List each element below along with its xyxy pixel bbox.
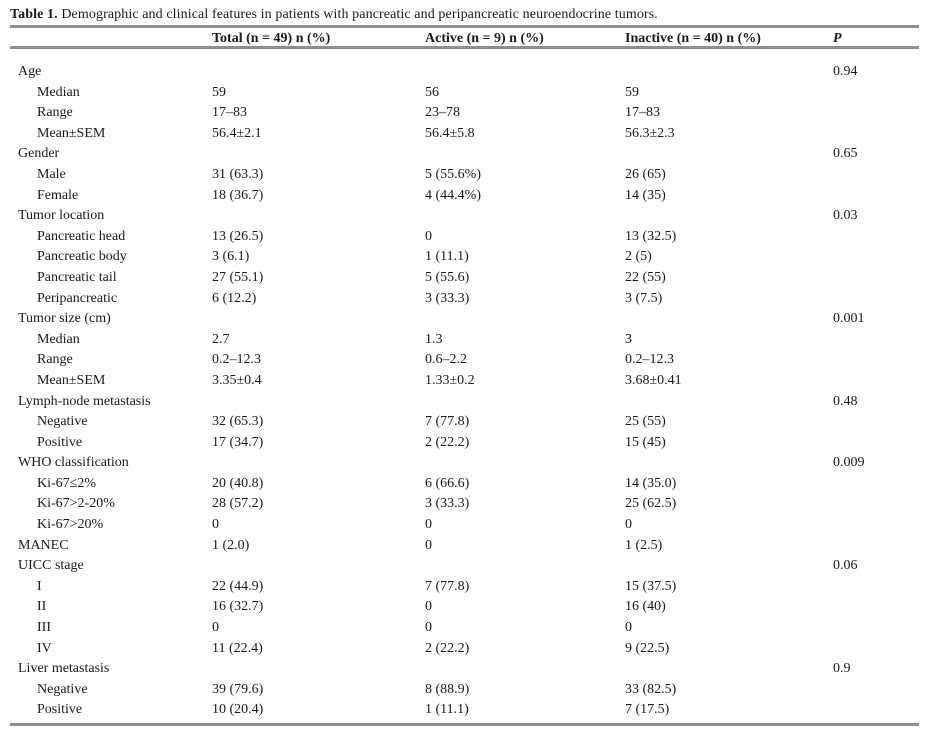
row-label: Male [37, 166, 66, 182]
table-row [10, 227, 919, 248]
cell-active: 23–78 [425, 105, 460, 121]
table-header-row [10, 25, 919, 49]
row-label: Range [37, 352, 73, 368]
cell-active: 1 (11.1) [425, 249, 469, 265]
cell-p-value: 0.001 [833, 311, 865, 327]
cell-inactive: 14 (35) [625, 187, 666, 203]
cell-p-value [833, 412, 919, 433]
cell-p-value [833, 186, 919, 207]
row-label: Range [37, 105, 73, 121]
cell-p-value [833, 268, 919, 289]
cell-p-value: 0.03 [833, 208, 858, 224]
cell-p-value [833, 330, 919, 351]
cell-p-value [833, 227, 919, 248]
table-row [10, 412, 919, 433]
cell-inactive [625, 144, 833, 165]
row-label: Tumor location [18, 208, 105, 224]
table-row [10, 536, 919, 557]
cell-total [212, 659, 425, 680]
cell-total: 1 (2.0) [212, 537, 250, 553]
row-label: WHO classification [18, 455, 129, 471]
cell-p-value [833, 165, 919, 186]
cell-inactive [625, 309, 833, 330]
table-row [10, 371, 919, 392]
table-row [10, 680, 919, 701]
row-label: III [37, 620, 51, 636]
cell-total: 6 (12.2) [212, 290, 257, 306]
cell-p-value [833, 680, 919, 701]
header-inactive: Inactive (n = 40) n (%) [625, 31, 761, 46]
row-label: Negative [37, 414, 88, 430]
cell-total: 22 (44.9) [212, 578, 264, 594]
cell-p-value [833, 124, 919, 145]
cell-inactive: 9 (22.5) [625, 640, 670, 656]
cell-active: 0 [425, 599, 432, 615]
cell-active: 4 (44.4%) [425, 187, 481, 203]
row-label: I [37, 578, 42, 594]
row-label: Ki-67>20% [37, 517, 104, 533]
cell-inactive [625, 556, 833, 577]
row-label: Negative [37, 681, 88, 697]
cell-active: 5 (55.6) [425, 269, 470, 285]
cell-inactive: 56.3±2.3 [625, 125, 675, 141]
cell-inactive: 25 (62.5) [625, 496, 677, 512]
table-row [10, 556, 919, 577]
cell-active: 5 (55.6%) [425, 166, 481, 182]
cell-total: 13 (26.5) [212, 228, 264, 244]
cell-p-value [833, 494, 919, 515]
cell-inactive: 2 (5) [625, 249, 652, 265]
row-label: Median [37, 331, 80, 347]
cell-active: 0 [425, 228, 432, 244]
cell-active: 6 (66.6) [425, 475, 470, 491]
table-row [10, 433, 919, 454]
cell-p-value: 0.48 [833, 393, 858, 409]
cell-active: 7 (77.8) [425, 414, 470, 430]
table-caption-label: Table 1. [10, 7, 58, 22]
cell-inactive: 17–83 [625, 105, 660, 121]
cell-active [425, 144, 625, 165]
table-row [10, 144, 919, 165]
cell-inactive: 26 (65) [625, 166, 666, 182]
table-row [10, 453, 919, 474]
row-label: Lymph-node metastasis [18, 393, 151, 409]
cell-total: 17–83 [212, 105, 247, 121]
row-label: UICC stage [18, 558, 84, 574]
table-row [10, 124, 919, 145]
cell-inactive: 3.68±0.41 [625, 372, 682, 388]
cell-active: 8 (88.9) [425, 681, 470, 697]
cell-total: 0.2–12.3 [212, 352, 261, 368]
cell-active [425, 309, 625, 330]
cell-p-value [833, 474, 919, 495]
cell-p-value: 0.94 [833, 64, 858, 79]
cell-inactive: 15 (45) [625, 434, 666, 450]
cell-active: 56 [425, 84, 439, 100]
table-caption-text: Demographic and clinical features in patients with pancreatic and peripancreatic neuroendocrine tumors. [57, 7, 658, 22]
cell-total: 0 [212, 620, 219, 636]
cell-total: 32 (65.3) [212, 414, 264, 430]
cell-p-value [833, 515, 919, 536]
header-active: Active (n = 9) n (%) [425, 31, 544, 46]
cell-p-value [833, 700, 919, 721]
row-label: Mean±SEM [37, 125, 106, 141]
cell-total [212, 206, 425, 227]
table-row [10, 206, 919, 227]
row-label: Pancreatic tail [37, 269, 117, 285]
cell-inactive: 0 [625, 620, 632, 636]
cell-p-value [833, 289, 919, 310]
row-label: Gender [18, 146, 60, 162]
cell-total: 17 (34.7) [212, 434, 264, 450]
table-row [10, 639, 919, 660]
cell-total: 3.35±0.4 [212, 372, 262, 388]
cell-total: 16 (32.7) [212, 599, 264, 615]
row-label: Positive [37, 434, 83, 450]
cell-total: 39 (79.6) [212, 681, 264, 697]
cell-p-value [833, 103, 919, 124]
cell-active [425, 392, 625, 413]
row-label: MANEC [18, 537, 69, 553]
row-label: II [37, 599, 47, 615]
cell-active: 3 (33.3) [425, 290, 470, 306]
cell-inactive: 25 (55) [625, 414, 666, 430]
cell-p-value: 0.009 [833, 455, 865, 471]
cell-inactive: 16 (40) [625, 599, 666, 615]
row-label: Peripancreatic [37, 290, 118, 306]
table-row [10, 289, 919, 310]
table-row [10, 700, 919, 721]
row-label: Tumor size (cm) [18, 311, 111, 327]
table-body [10, 49, 919, 723]
table-row [10, 577, 919, 598]
cell-total [212, 62, 425, 83]
cell-active [425, 453, 625, 474]
row-label: Median [37, 84, 80, 100]
cell-active: 7 (77.8) [425, 578, 470, 594]
cell-total: 2.7 [212, 331, 230, 347]
cell-active [425, 556, 625, 577]
cell-active: 1 (11.1) [425, 702, 469, 718]
table-row [10, 268, 919, 289]
header-blank [10, 28, 212, 46]
row-label: Ki-67≤2% [37, 475, 97, 491]
table-row [10, 392, 919, 413]
table-row [10, 350, 919, 371]
cell-active: 2 (22.2) [425, 434, 470, 450]
table-row [10, 165, 919, 186]
cell-inactive [625, 206, 833, 227]
cell-inactive [625, 62, 833, 83]
cell-total: 11 (22.4) [212, 640, 263, 656]
cell-total: 18 (36.7) [212, 187, 264, 203]
cell-inactive: 0.2–12.3 [625, 352, 674, 368]
row-label: Female [37, 187, 79, 203]
row-label: Liver metastasis [18, 661, 110, 677]
row-label: Age [18, 64, 42, 79]
table-row [10, 62, 919, 83]
table-row [10, 247, 919, 268]
row-label: Pancreatic body [37, 249, 127, 265]
cell-total [212, 453, 425, 474]
cell-total: 56.4±2.1 [212, 125, 262, 141]
cell-total: 31 (63.3) [212, 166, 264, 182]
cell-inactive: 3 [625, 331, 632, 347]
table-row [10, 618, 919, 639]
cell-p-value [833, 618, 919, 639]
cell-p-value: 0.06 [833, 558, 858, 574]
table-row [10, 515, 919, 536]
cell-total: 10 (20.4) [212, 702, 264, 718]
table-row [10, 494, 919, 515]
cell-total [212, 309, 425, 330]
cell-p-value [833, 350, 919, 371]
cell-active: 0 [425, 620, 432, 636]
table-caption [0, 0, 930, 25]
cell-p-value [833, 83, 919, 104]
cell-inactive: 14 (35.0) [625, 475, 677, 491]
table-row [10, 659, 919, 680]
row-label: IV [37, 640, 52, 656]
cell-total: 3 (6.1) [212, 249, 250, 265]
table-row [10, 103, 919, 124]
table-row [10, 309, 919, 330]
header-p-value: P [833, 31, 842, 46]
cell-p-value [833, 536, 919, 557]
cell-p-value: 0.9 [833, 661, 851, 677]
table-row [10, 186, 919, 207]
cell-active [425, 659, 625, 680]
cell-p-value [833, 371, 919, 392]
row-label: Ki-67>2-20% [37, 496, 115, 512]
cell-active: 0 [425, 517, 432, 533]
cell-active [425, 206, 625, 227]
cell-inactive: 13 (32.5) [625, 228, 677, 244]
row-label: Positive [37, 702, 83, 718]
cell-active: 0 [425, 537, 432, 553]
cell-active [425, 62, 625, 83]
cell-inactive: 7 (17.5) [625, 702, 670, 718]
cell-p-value [833, 597, 919, 618]
cell-active: 1.33±0.2 [425, 372, 475, 388]
cell-inactive [625, 392, 833, 413]
cell-total: 28 (57.2) [212, 496, 264, 512]
cell-total: 0 [212, 517, 219, 533]
row-label: Mean±SEM [37, 372, 106, 388]
table-row [10, 330, 919, 351]
cell-total [212, 144, 425, 165]
cell-inactive: 1 (2.5) [625, 537, 663, 553]
cell-inactive: 59 [625, 84, 639, 100]
cell-active: 2 (22.2) [425, 640, 470, 656]
cell-inactive: 22 (55) [625, 269, 666, 285]
cell-total: 59 [212, 84, 226, 100]
cell-total: 20 (40.8) [212, 475, 264, 491]
cell-p-value [833, 247, 919, 268]
table-row [10, 597, 919, 618]
cell-inactive: 15 (37.5) [625, 578, 677, 594]
cell-active: 0.6–2.2 [425, 352, 467, 368]
cell-active: 1.3 [425, 331, 443, 347]
cell-active: 3 (33.3) [425, 496, 470, 512]
table-row [10, 474, 919, 495]
cell-total: 27 (55.1) [212, 269, 264, 285]
cell-p-value: 0.65 [833, 146, 858, 162]
cell-p-value [833, 639, 919, 660]
demographics-table [10, 25, 919, 726]
cell-inactive [625, 659, 833, 680]
cell-p-value [833, 433, 919, 454]
cell-total [212, 392, 425, 413]
cell-inactive [625, 453, 833, 474]
table-row [10, 83, 919, 104]
row-label: Pancreatic head [37, 228, 126, 244]
cell-inactive: 3 (7.5) [625, 290, 663, 306]
cell-active: 56.4±5.8 [425, 125, 475, 141]
cell-inactive: 0 [625, 517, 632, 533]
cell-inactive: 33 (82.5) [625, 681, 677, 697]
cell-p-value [833, 577, 919, 598]
cell-total [212, 556, 425, 577]
header-total: Total (n = 49) n (%) [212, 31, 331, 46]
